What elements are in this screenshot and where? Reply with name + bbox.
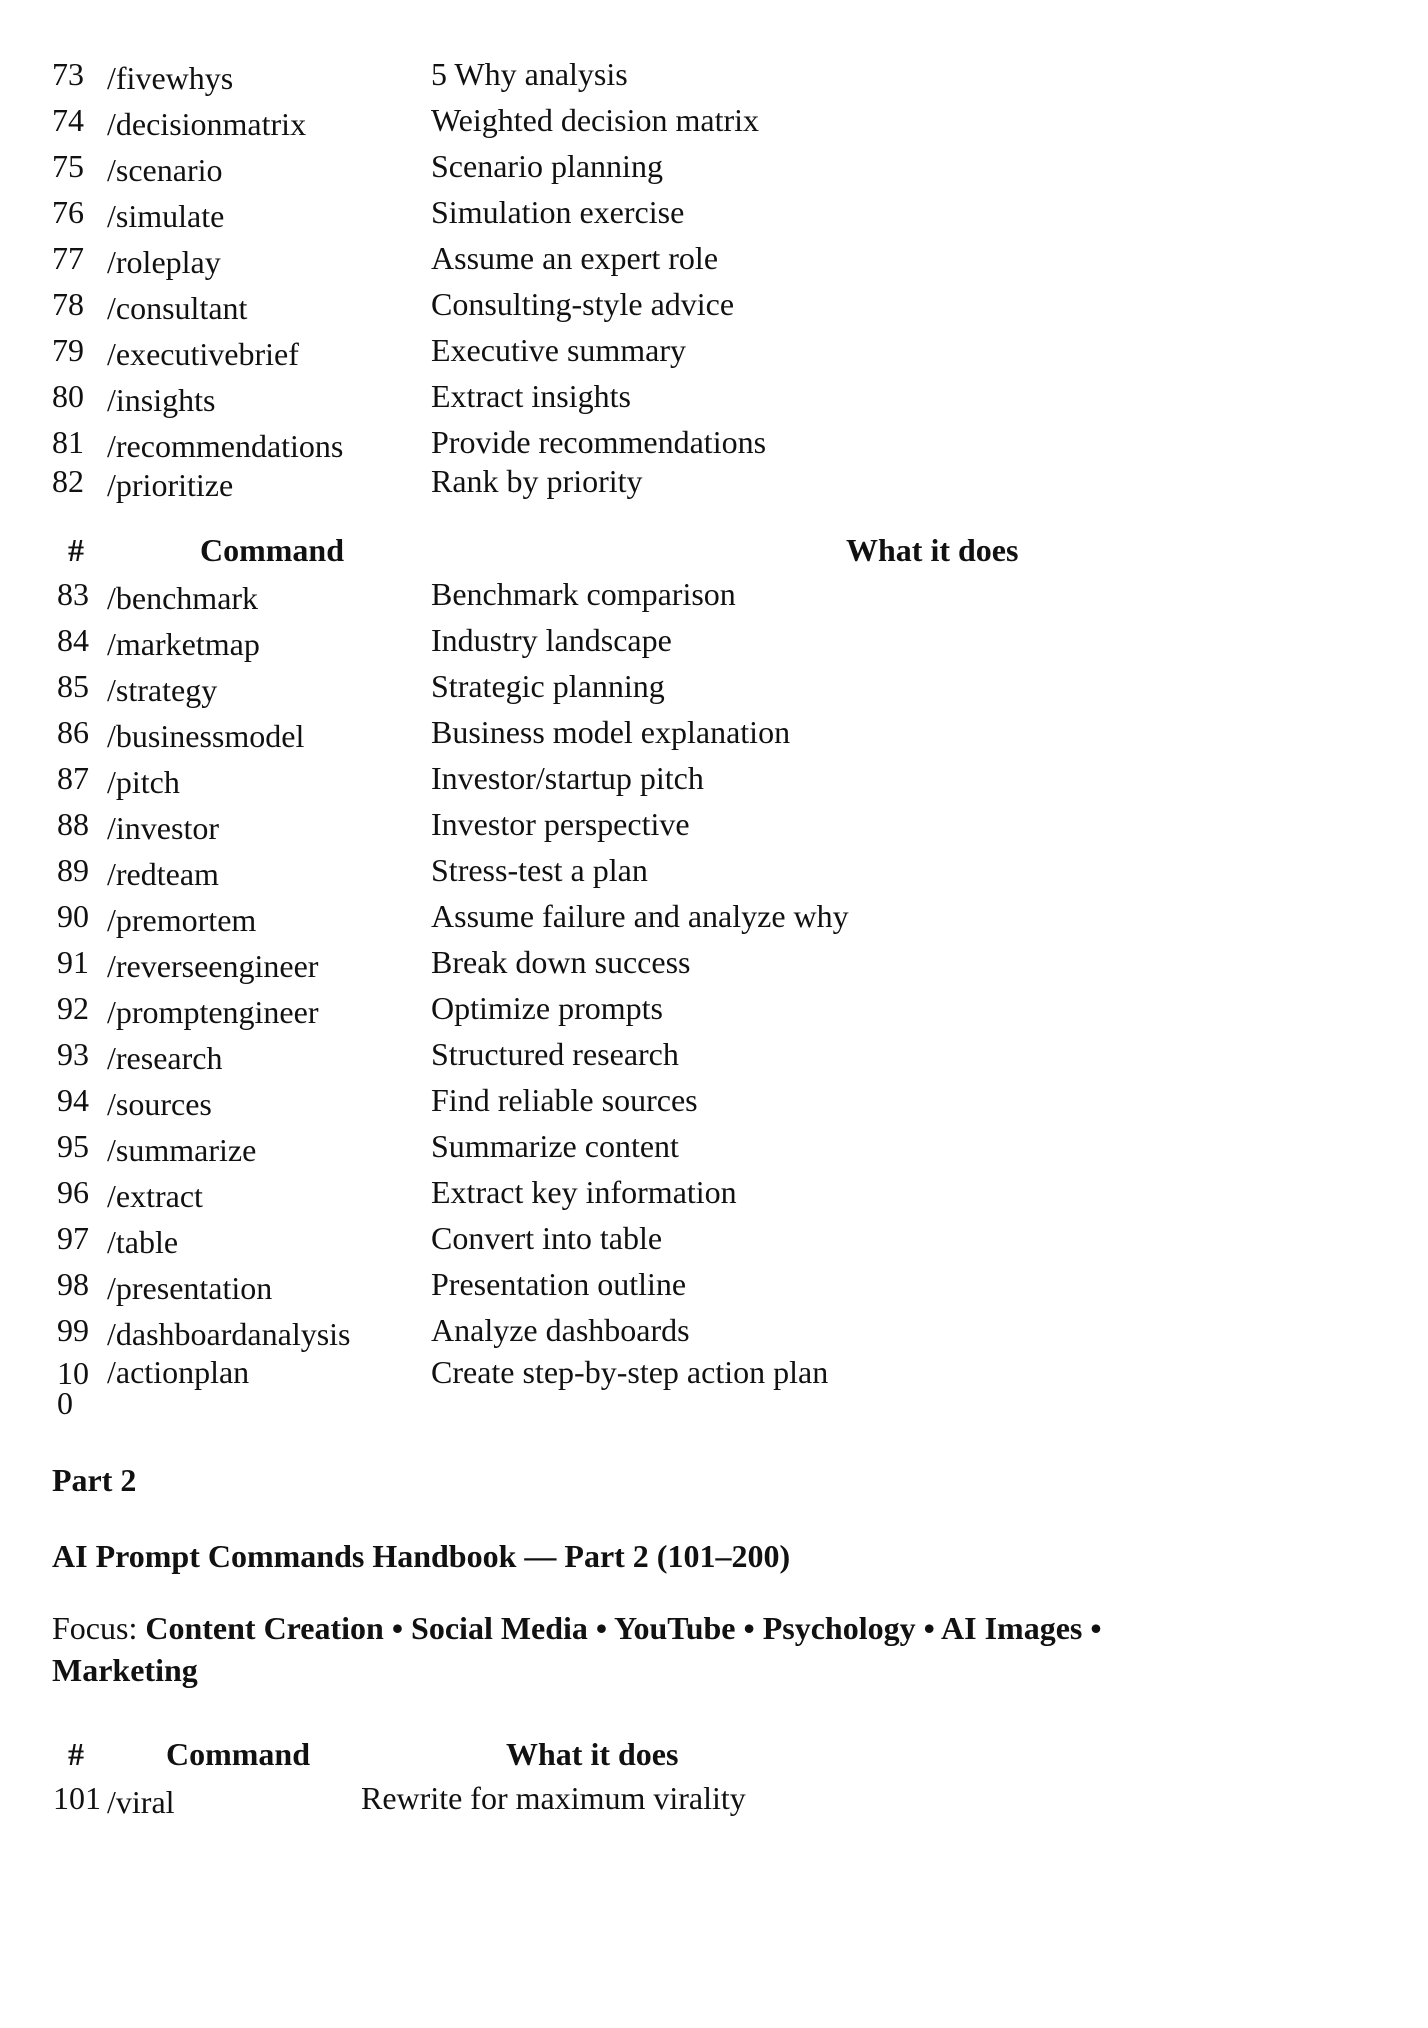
table-header-what-it-does: What it does bbox=[506, 1736, 679, 1772]
command-name: /recommendations bbox=[107, 428, 344, 464]
command-description: Structured research bbox=[431, 1036, 679, 1072]
command-name: /benchmark bbox=[107, 580, 259, 616]
row-number: 80 bbox=[52, 378, 84, 414]
row-number: 88 bbox=[57, 806, 89, 842]
command-name: /table bbox=[107, 1224, 179, 1260]
command-description: Find reliable sources bbox=[431, 1082, 698, 1118]
row-number: 77 bbox=[52, 240, 84, 276]
command-description: Benchmark comparison bbox=[431, 576, 736, 612]
command-name: /actionplan bbox=[107, 1354, 250, 1390]
command-name: /extract bbox=[107, 1178, 203, 1214]
command-name: /prioritize bbox=[107, 467, 234, 503]
row-number: 83 bbox=[57, 576, 89, 612]
table-header-command: Command bbox=[166, 1736, 311, 1772]
command-description: Summarize content bbox=[431, 1128, 679, 1164]
row-number: 86 bbox=[57, 714, 89, 750]
command-description: Strategic planning bbox=[431, 668, 665, 704]
command-description: Optimize prompts bbox=[431, 990, 663, 1026]
command-name: /roleplay bbox=[107, 244, 221, 280]
row-number: 75 bbox=[52, 148, 84, 184]
command-name: /research bbox=[107, 1040, 223, 1076]
handbook-title: AI Prompt Commands Handbook — Part 2 (101–200) bbox=[52, 1538, 791, 1574]
command-name: /marketmap bbox=[107, 626, 260, 662]
row-number: 98 bbox=[57, 1266, 89, 1302]
row-number: 95 bbox=[57, 1128, 89, 1164]
number-part-b: 0 bbox=[57, 1385, 73, 1421]
row-number: 90 bbox=[57, 898, 89, 934]
row-number: 87 bbox=[57, 760, 89, 796]
command-description: Convert into table bbox=[431, 1220, 663, 1256]
table-header-number: # bbox=[68, 532, 84, 568]
row-number: 92 bbox=[57, 990, 89, 1026]
command-name: /insights bbox=[107, 382, 216, 418]
command-description: Presentation outline bbox=[431, 1266, 687, 1302]
command-description: Assume an expert role bbox=[431, 240, 719, 276]
row-number: 74 bbox=[52, 102, 84, 138]
command-description: Rewrite for maximum virality bbox=[361, 1780, 746, 1816]
command-description: Weighted decision matrix bbox=[431, 102, 759, 138]
command-name: /dashboardanalysis bbox=[107, 1316, 351, 1352]
row-number: 79 bbox=[52, 332, 84, 368]
row-number: 89 bbox=[57, 852, 89, 888]
row-number: 99 bbox=[57, 1312, 89, 1348]
command-name: /strategy bbox=[107, 672, 218, 708]
command-description: Create step-by-step action plan bbox=[431, 1354, 829, 1390]
command-description: Assume failure and analyze why bbox=[431, 898, 849, 934]
command-description: Scenario planning bbox=[431, 148, 663, 184]
command-name: /summarize bbox=[107, 1132, 257, 1168]
command-name: /pitch bbox=[107, 764, 180, 800]
command-name: /scenario bbox=[107, 152, 223, 188]
row-number: 93 bbox=[57, 1036, 89, 1072]
command-description: Extract insights bbox=[431, 378, 631, 414]
command-name: /executivebrief bbox=[107, 336, 299, 372]
command-name: /reverseengineer bbox=[107, 948, 319, 984]
part-label: Part 2 bbox=[52, 1462, 137, 1498]
command-description: Simulation exercise bbox=[431, 194, 685, 230]
command-description: Industry landscape bbox=[431, 622, 672, 658]
command-description: Consulting-style advice bbox=[431, 286, 735, 322]
command-description: Break down success bbox=[431, 944, 691, 980]
command-name: /presentation bbox=[107, 1270, 273, 1306]
table-row-number-wrapped bbox=[57, 1355, 89, 1421]
row-number: 96 bbox=[57, 1174, 89, 1210]
row-number: 81 bbox=[52, 424, 84, 460]
command-name: /sources bbox=[107, 1086, 212, 1122]
command-description: Investor perspective bbox=[431, 806, 690, 842]
command-description: Investor/startup pitch bbox=[431, 760, 704, 796]
command-description: 5 Why analysis bbox=[431, 56, 628, 92]
row-number: 82 bbox=[52, 463, 84, 499]
table-header-command: Command bbox=[200, 532, 345, 568]
command-description: Executive summary bbox=[431, 332, 687, 368]
row-number: 94 bbox=[57, 1082, 89, 1118]
row-number: 78 bbox=[52, 286, 84, 322]
command-name: /consultant bbox=[107, 290, 248, 326]
row-number: 91 bbox=[57, 944, 89, 980]
command-description: Rank by priority bbox=[431, 463, 643, 499]
command-name: /businessmodel bbox=[107, 718, 305, 754]
command-name: /redteam bbox=[107, 856, 219, 892]
focus-topics: Content Creation • Social Media • YouTube • Psychology • AI Images • bbox=[145, 1610, 1102, 1646]
command-description: Stress-test a plan bbox=[431, 852, 648, 888]
command-name: /decisionmatrix bbox=[107, 106, 307, 142]
focus-topics-continued: Marketing bbox=[52, 1652, 198, 1688]
command-name: /simulate bbox=[107, 198, 225, 234]
table-header-what-it-does: What it does bbox=[846, 532, 1019, 568]
command-name: /viral bbox=[107, 1784, 175, 1820]
command-name: /premortem bbox=[107, 902, 257, 938]
row-number: 101 bbox=[53, 1780, 101, 1816]
command-description: Provide recommendations bbox=[431, 424, 767, 460]
row-number: 84 bbox=[57, 622, 89, 658]
command-name: /promptengineer bbox=[107, 994, 319, 1030]
command-description: Analyze dashboards bbox=[431, 1312, 690, 1348]
row-number: 73 bbox=[52, 56, 84, 92]
table-header-number: # bbox=[68, 1736, 84, 1772]
command-name: /investor bbox=[107, 810, 219, 846]
command-name: /fivewhys bbox=[107, 60, 234, 96]
command-description: Business model explanation bbox=[431, 714, 791, 750]
command-description: Extract key information bbox=[431, 1174, 737, 1210]
number-part-a: 10 bbox=[57, 1355, 89, 1391]
focus-line bbox=[52, 1610, 1102, 1647]
row-number: 76 bbox=[52, 194, 84, 230]
focus-label: Focus: bbox=[52, 1610, 146, 1646]
row-number: 97 bbox=[57, 1220, 89, 1256]
row-number: 85 bbox=[57, 668, 89, 704]
